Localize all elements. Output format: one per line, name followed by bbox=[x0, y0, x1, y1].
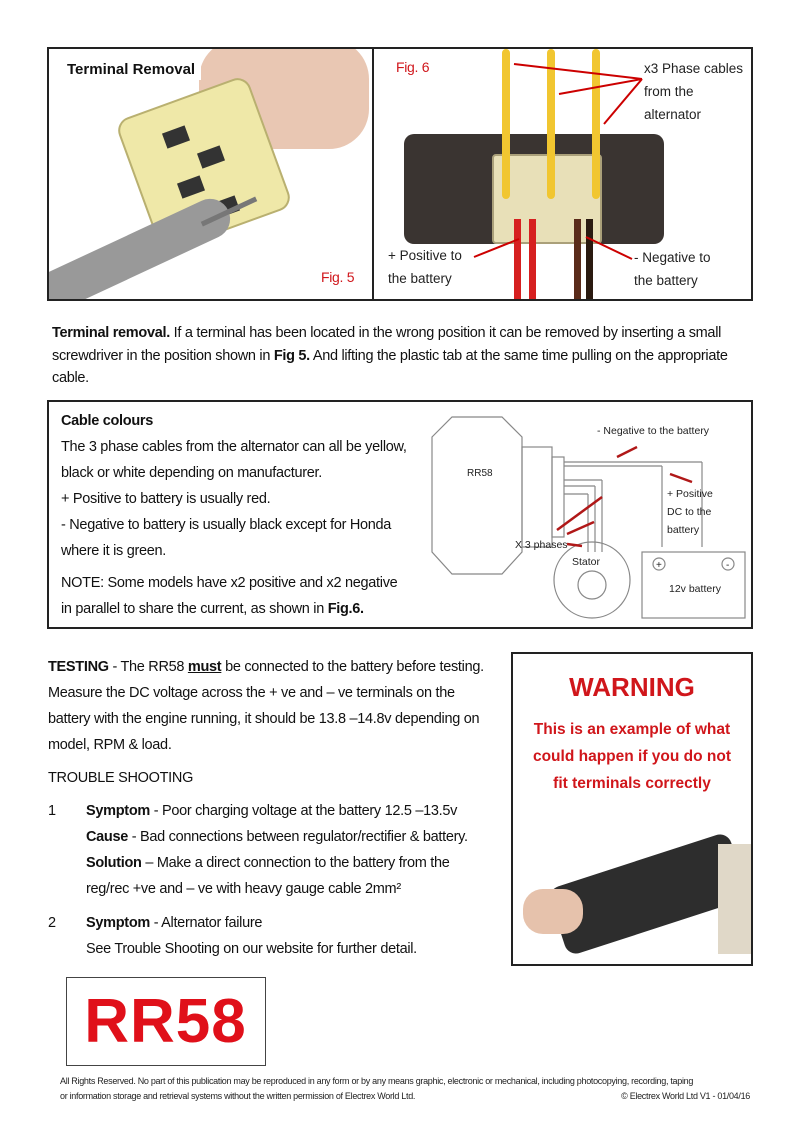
note bbox=[61, 570, 411, 622]
solution bbox=[86, 850, 493, 902]
phases-label: X 3 phases bbox=[515, 539, 568, 551]
symptom bbox=[86, 798, 493, 824]
must-emphasis: must bbox=[187, 659, 222, 675]
callout-line: x3 Phase cables bbox=[644, 61, 744, 76]
trouble-item-1 bbox=[48, 798, 493, 902]
plus-terminal: + bbox=[656, 560, 662, 571]
fig5-title: Terminal Removal bbox=[61, 59, 201, 80]
symptom bbox=[86, 910, 493, 936]
fig5-photo bbox=[49, 49, 372, 299]
text: - Alternator failure bbox=[149, 915, 263, 931]
testing-paragraph bbox=[48, 654, 493, 758]
text: And lifting the plastic tab at the same time pulling on the appropriate cable. bbox=[52, 347, 728, 386]
footer-line: All Rights Reserved. No part of this publication may be reproduced in any form or by any means graphic, electronic or mechanical, including photocopying, recording, taping bbox=[60, 1076, 694, 1086]
minus-terminal: - bbox=[726, 560, 730, 571]
extra-text: See Trouble Shooting on our website for further detail. bbox=[86, 941, 417, 957]
positive-label-3: battery bbox=[667, 524, 700, 536]
stator-label: Stator bbox=[572, 556, 601, 568]
wiring-diagram bbox=[412, 402, 752, 627]
fig5-label: Fig. 5 bbox=[321, 269, 355, 285]
callout-line: + Positive to bbox=[388, 248, 462, 263]
text: If a terminal has been located in the wrong position it can be removed by inserting a small screwdriver in the position shown in bbox=[52, 325, 722, 364]
testing-heading: TESTING bbox=[48, 659, 109, 675]
fig6-label: Fig. 6 bbox=[396, 59, 430, 75]
note-text: NOTE: Some models have x2 positive and x2 negative in parallel to share the current, as shown in bbox=[61, 575, 398, 617]
fig6-photo bbox=[374, 49, 753, 299]
label: Symptom bbox=[86, 915, 150, 931]
label: Solution bbox=[86, 855, 142, 871]
rr58-logo-box bbox=[66, 977, 266, 1066]
text: - Bad connections between regulator/rectifier & battery. bbox=[128, 829, 468, 845]
footer-line: or information storage and retrieval systems without the written permission of Electrex World Ltd. bbox=[60, 1091, 416, 1101]
terminal-removal-paragraph bbox=[52, 322, 752, 390]
negative-label: - Negative to the battery bbox=[597, 425, 710, 437]
trouble-item-2 bbox=[48, 910, 493, 962]
label: Symptom bbox=[86, 803, 150, 819]
warning-box bbox=[511, 652, 753, 966]
damaged-connector-photo bbox=[513, 829, 751, 964]
callout-line: the battery bbox=[634, 273, 698, 288]
terminal-removal-heading: Terminal removal. bbox=[52, 325, 170, 341]
fig-ref: Fig.6. bbox=[327, 601, 364, 617]
callout-line: - Negative to bbox=[634, 250, 711, 265]
footer bbox=[60, 1074, 750, 1104]
stator-circle bbox=[554, 542, 630, 618]
cable-colours-text bbox=[61, 408, 411, 622]
copyright: © Electrex World Ltd V1 - 01/04/16 bbox=[621, 1091, 750, 1101]
warning-title: WARNING bbox=[569, 672, 695, 702]
text-line: + Positive to battery is usually red. bbox=[61, 491, 271, 507]
regulator-body bbox=[432, 417, 522, 574]
warning-text bbox=[513, 716, 751, 797]
positive-label-1: + Positive bbox=[667, 488, 713, 500]
text-line: - Negative to battery is usually black except for Honda where it is green. bbox=[61, 517, 392, 559]
cable-colours-box bbox=[47, 400, 753, 629]
figures-box bbox=[47, 47, 753, 301]
item-number: 1 bbox=[48, 803, 56, 819]
cause bbox=[86, 824, 493, 850]
callout-line: the battery bbox=[388, 271, 452, 286]
callout-line: alternator bbox=[644, 107, 702, 122]
fig-ref: Fig 5. bbox=[273, 347, 310, 364]
text-line: This is an example of what bbox=[533, 721, 731, 738]
text: - Poor charging voltage at the battery 12.5 –13.5v bbox=[149, 803, 458, 819]
text-line: fit terminals correctly bbox=[553, 775, 711, 792]
text-line: could happen if you do not bbox=[532, 748, 732, 765]
trouble-shooting-heading: TROUBLE SHOOTING bbox=[48, 770, 194, 786]
cable-colours-heading: Cable colours bbox=[61, 413, 153, 429]
battery-label: 12v battery bbox=[669, 583, 721, 595]
item-number: 2 bbox=[48, 915, 56, 931]
text: be connected to the battery before testing. Measure the DC voltage across the + ve and – ve terminals on the battery with the engine running, it should be 13.8 –14.8v depending on model, RPM & load. bbox=[48, 659, 484, 753]
callout-line: from the bbox=[644, 84, 694, 99]
rr58-unit-label: RR58 bbox=[467, 468, 493, 479]
text: - The RR58 bbox=[108, 659, 188, 675]
text: – Make a direct connection to the battery from the reg/rec +ve and – ve with heavy gauge cable 2mm² bbox=[86, 855, 450, 897]
label: Cause bbox=[86, 829, 129, 845]
rr58-logo: RR58 bbox=[84, 987, 247, 1056]
text-line: The 3 phase cables from the alternator can all be yellow, black or white depending on manufacturer. bbox=[61, 439, 407, 481]
callout-arrows bbox=[374, 49, 753, 299]
positive-label-2: DC to the bbox=[667, 506, 712, 518]
